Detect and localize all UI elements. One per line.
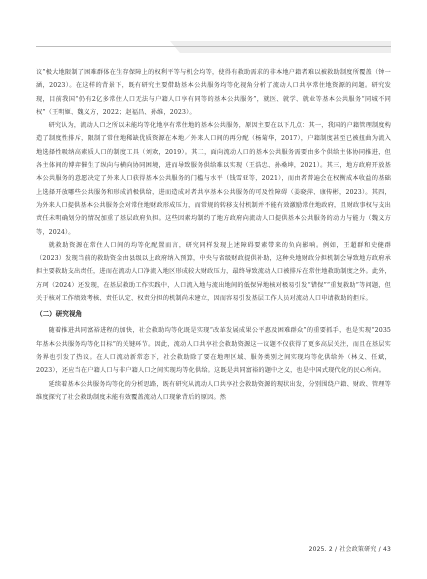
page-footer: 2025. 2 / 社会政策研究 / 43 xyxy=(308,546,391,553)
paragraph-5: 延续着基本公共服务均等化的分析思路，既有研究从流动人口共享社会救助资源的现状出发，分别围绕户籍、财政、管理等维度探究了社会救助制度未能有效覆盖流动人口现象背后的原因。然 xyxy=(36,380,391,401)
paragraph-1: 议”极大地限制了困难群体在生存保障上的权利平等与机会均等，使得有救助需求的非本地户籍者难以被救助制度所覆盖（钟一涵，2023）。在这样的背景下，既有研究主要借助基本公共服务均等化视角分析了流动人口共享常住地资源的问题。研究发现，目前我国“仍有2亿多常住人口无法与户籍人口享有同等的基本公共服务”，就医、就学、就业等基本公共服务“同城不同权”（王明姬、魏义方，2022；赵福昌、孙维，2023）。 xyxy=(36,69,391,116)
section-heading: （二）研究视角 xyxy=(36,310,83,319)
paragraph-4: 随着推进共同富裕进程的加快，社会救助均等化既是实现“改革发展成果公平惠及困难群众”的重要抓手，也是实现“2035年基本公共服务均等化目标”的关键环节。因此，流动人口共享社会救助资源这一议题不仅获得了更多高层关注，而且在基层实务界也引发了热议。在人口流动新常态下，社会救助除了要在地理区域、服务类别之间实现均等化供给外（林义、任斌，2023），还应当在户籍人口与非户籍人口之间实现均等化供给。这既是共同富裕的题中之义，也是中国式现代化的民心所向。 xyxy=(36,327,391,375)
header-decoration xyxy=(180,41,391,53)
paragraph-3: 就救助资源在常住人口间的均等化配置而言，研究同样发现上述障碍要素带来的负向影响。例如，王超群和史健群（2023）发现当前的救助资金由县级以上政府纳入预算，中央与省级财政提供补助，这种央地财政分担机制会导致地方政府承担主要救助支出责任，进而在流动人口净流入地区形成较大财政压力，最终导致流动人口被排斥在常住地救助制度之外。此外，方珂（2024）还发现，在基层救助工作实践中，人口流入地与流出地间的低保异地核对极易引发“错保”“重复救助”等问题，但关于核对工作绩效考核、责任认定、权责分担的机制尚未建立，因而容易引发基层工作人员对流动人口申请救助的拒斥。 xyxy=(36,241,391,303)
article-body xyxy=(36,66,391,404)
header-rule xyxy=(36,46,391,47)
paragraph-2: 研究认为，流动人口之所以未能均等化地享有常住地的基本公共服务，原因主要在以下几点：其一，我国的户籍管理制度构造了制度性排斥，限制了常住地稀缺优质资源在本地／外来人口间的再分配（杨菊华，2017），户籍制度甚至已被扭曲为流入地选择性吸纳高素质人口的制度工具（刘欢，2019）。其二，面向流动人口的基本公共服务需要由多个供给主体协同推进，但各主体间的博弈催生了纵向与横向协同困境，进而导致服务供给难以实现（王浩忠、孙桑坤，2021）。其三，地方政府开放基本公共服务的意愿决定了外来人口获得基本公共服务的门槛与水平（钱雪亚等，2021），而由者普遍会在权衡成本收益的基础上选择开放哪些公共服务和形成消极供给，进而造成对者共享基本公共服务的可及性障碍（姜晓萍、康传彬，2023）。其四，为外来人口提供基本公共服务会对常住地财政形成压力，而常规的转移支付机制并不能有效激励常住地政府，且财政事权与支出责任未明确划分的情况加重了基层政府负担。这些因素均制约了地方政府向流动人口提供基本公共服务的动力与能力（魏义方等，2024）。 xyxy=(36,122,391,236)
